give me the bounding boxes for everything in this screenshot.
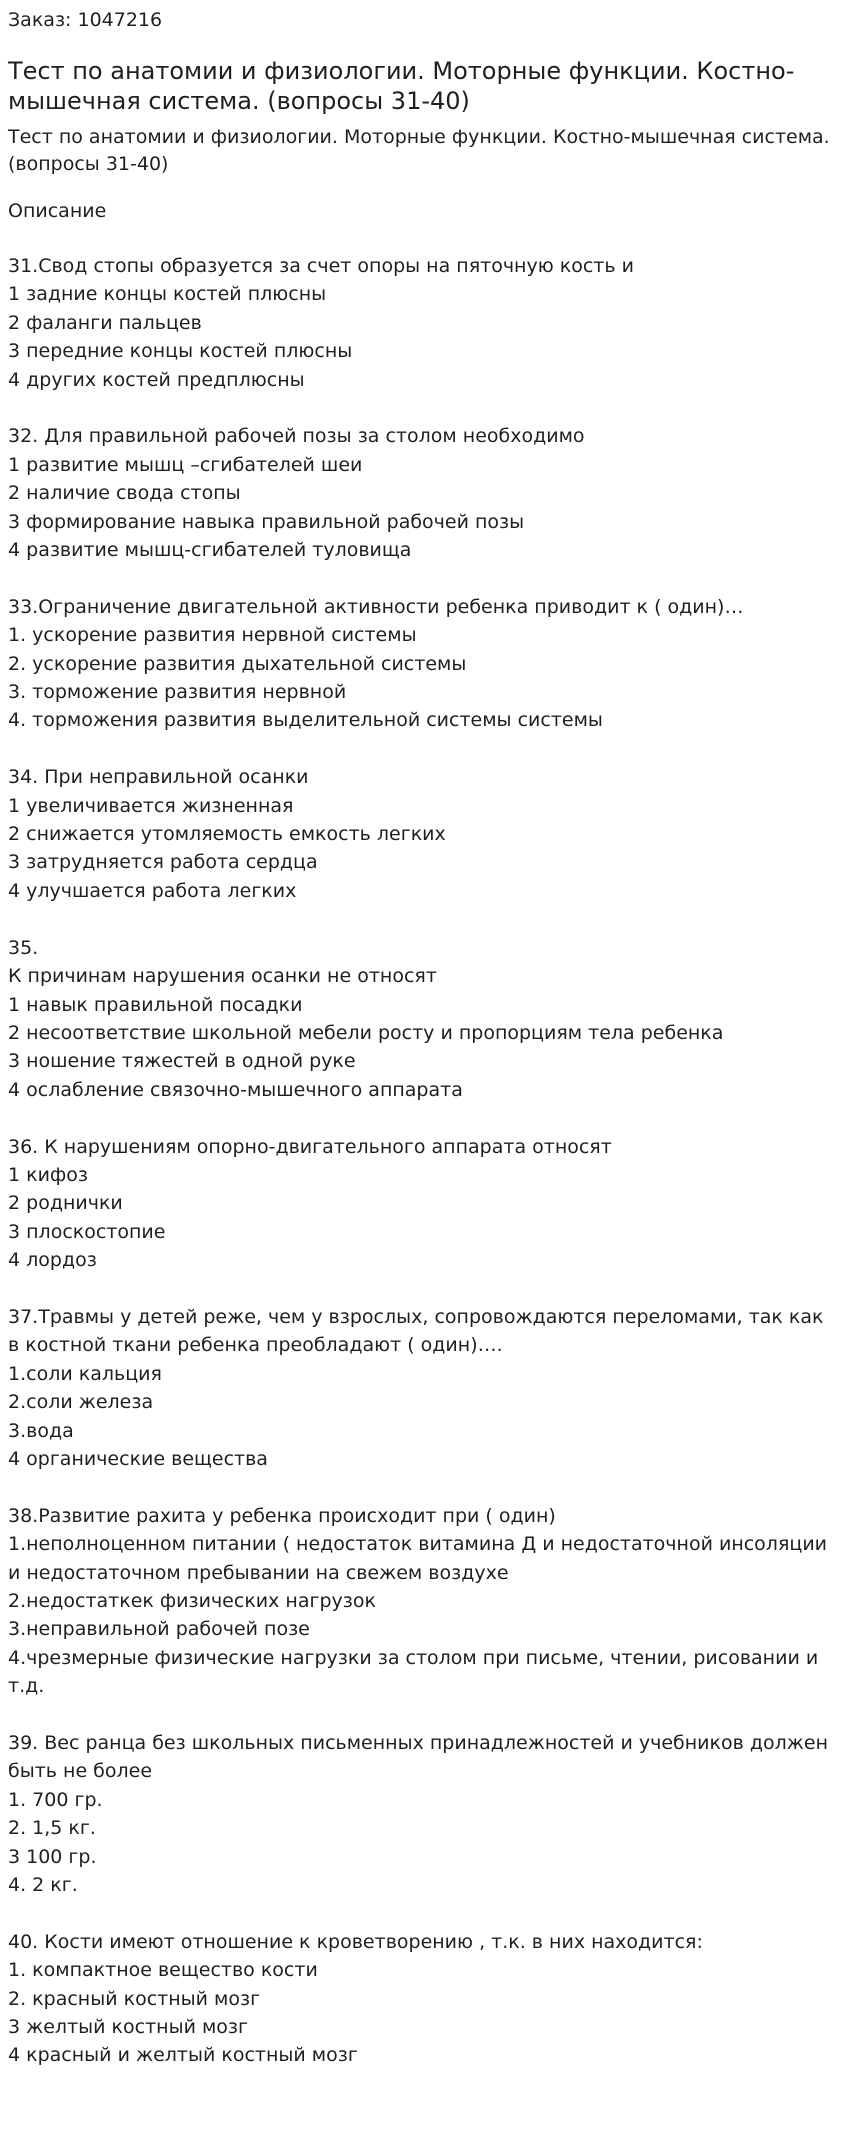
- answer-option: 3 плоскостопие: [8, 1220, 166, 1243]
- description-label: Описание: [8, 200, 107, 222]
- answer-option: 1. ускорение развития нервной системы: [8, 624, 417, 647]
- answer-option: 2. ускорение развития дыхательной системы: [8, 652, 467, 675]
- question-text: 40. Кости имеют отношение к кроветворению , т.к. в них находится:: [8, 1930, 703, 1953]
- answer-option: 1 увеличивается жизненная: [8, 794, 294, 817]
- question-block: [8, 1729, 839, 1899]
- answer-option: 3 передние концы костей плюсны: [8, 340, 353, 363]
- answer-option: 4 красный и желтый костный мозг: [8, 2044, 358, 2067]
- question-block: [8, 934, 839, 1104]
- answer-option: 4.чрезмерные физические нагрузки за столом при письме, чтении, рисовании и т.д.: [8, 1646, 819, 1698]
- answer-option: 2 наличие свода стопы: [8, 482, 241, 505]
- question-block: [8, 1133, 839, 1275]
- question-text: 38.Развитие рахита у ребенка происходит при ( один): [8, 1504, 556, 1527]
- answer-option: 4 органические вещества: [8, 1447, 268, 1470]
- answer-option: 3 100 гр.: [8, 1845, 97, 1868]
- question-block: [8, 252, 839, 394]
- answer-option: 3 затрудняется работа сердца: [8, 851, 318, 874]
- answer-option: 3 желтый костный мозг: [8, 2016, 249, 2039]
- answer-option: 2 роднички: [8, 1192, 123, 1215]
- answer-option: 2 несоответствие школьной мебели росту и пропорциям тела ребенка: [8, 1021, 724, 1044]
- answer-option: 1 навык правильной посадки: [8, 993, 303, 1016]
- answer-option: 4 ослабление связочно-мышечного аппарата: [8, 1078, 463, 1101]
- answer-option: 1 кифоз: [8, 1163, 88, 1186]
- answer-option: 3.вода: [8, 1419, 74, 1442]
- answer-option: 2.соли железа: [8, 1391, 154, 1414]
- answer-option: 1 задние концы костей плюсны: [8, 283, 327, 306]
- answer-option: 4 других костей предплюсны: [8, 368, 305, 391]
- question-text: 34. При неправильной осанки: [8, 766, 309, 789]
- question-text: 33.Ограничение двигательной активности ребенка приводит к ( один)…: [8, 595, 744, 618]
- question-block: [8, 1303, 839, 1473]
- order-number: Заказ: 1047216: [8, 9, 163, 31]
- answer-option: 3. торможение развития нервной: [8, 681, 347, 704]
- question-text: 31.Свод стопы образуется за счет опоры на пяточную кость и: [8, 255, 634, 277]
- answer-option: 2. 1,5 кг.: [8, 1817, 96, 1840]
- answer-option: 3 ношение тяжестей в одной руке: [8, 1050, 356, 1073]
- answer-option: 4. торможения развития выделительной системы системы: [8, 709, 603, 732]
- question-text: 35.: [8, 936, 39, 959]
- answer-option: 3.неправильной рабочей позе: [8, 1618, 310, 1641]
- question-list: [8, 252, 839, 2070]
- question-block: [8, 763, 839, 905]
- answer-option: 1.соли кальция: [8, 1362, 162, 1385]
- answer-option: 2. красный костный мозг: [8, 1987, 261, 2010]
- answer-option: 2 снижается утомляемость емкость легких: [8, 823, 446, 846]
- question-block: [8, 1928, 839, 2070]
- question-block: [8, 593, 839, 735]
- answer-option: 4. 2 кг.: [8, 1874, 78, 1897]
- question-text: 32. Для правильной рабочей позы за столом необходимо: [8, 425, 585, 448]
- page-title: Тест по анатомии и физиологии. Моторные функции. Костно-мышечная система. (вопросы 31-40): [8, 57, 795, 115]
- answer-option: 1. компактное вещество кости: [8, 1959, 318, 1982]
- question-text: 39. Вес ранца без школьных письменных принадлежностей и учебников должен быть не более: [8, 1732, 828, 1783]
- answer-option: 1. 700 гр.: [8, 1788, 103, 1811]
- answer-option: К причинам нарушения осанки не относят: [8, 965, 437, 988]
- answer-option: 1 развитие мышц –сгибателей шеи: [8, 453, 363, 476]
- answer-option: 3 формирование навыка правильной рабочей позы: [8, 510, 525, 533]
- question-block: [8, 422, 839, 564]
- answer-option: 2.недостаткек физических нагрузок: [8, 1589, 376, 1612]
- answer-option: 1.неполноценном питании ( недостаток витамина Д и недостаточной инсоляции и недостаточном пребывании на свежем воздухе: [8, 1533, 828, 1584]
- answer-option: 2 фаланги пальцев: [8, 311, 202, 334]
- question-text: 36. К нарушениям опорно-двигательного аппарата относят: [8, 1135, 612, 1158]
- answer-option: 4 развитие мышц-сгибателей туловища: [8, 539, 412, 562]
- answer-option: 4 улучшается работа легких: [8, 879, 297, 902]
- page-subtitle: Тест по анатомии и физиологии. Моторные функции. Костно-мышечная система. (вопросы 31-40): [8, 126, 830, 175]
- answer-option: 4 лордоз: [8, 1249, 97, 1272]
- question-text: 37.Травмы у детей реже, чем у взрослых, сопровождаются переломами, так как в костной ткани ребенка преобладают ( один)….: [8, 1305, 824, 1357]
- question-block: [8, 1502, 839, 1701]
